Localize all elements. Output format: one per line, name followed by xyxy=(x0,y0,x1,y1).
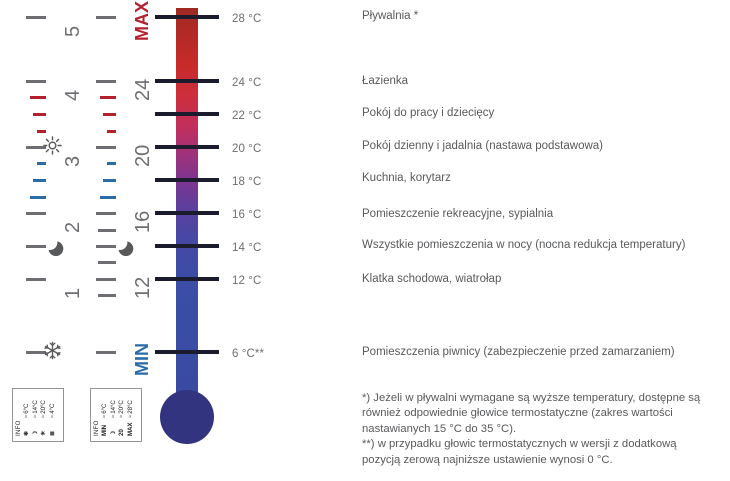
temperature-label: 22 °C xyxy=(232,110,262,122)
thermometer-tick xyxy=(155,79,219,83)
scale-minor-tick xyxy=(100,96,116,99)
temperature-label: 18 °C xyxy=(232,176,262,188)
footnotes xyxy=(362,391,714,468)
scale-major-tick xyxy=(96,278,116,281)
legend-approx: ≈ xyxy=(118,414,125,418)
scale-minor-tick xyxy=(107,130,116,133)
scale-label-number: 24 xyxy=(132,78,154,101)
thermometer-tick xyxy=(155,178,219,182)
room-label: Klatka schodowa, wiatrołap xyxy=(362,273,502,285)
scale-label-max: MAX xyxy=(132,1,152,41)
legend-title: INFO xyxy=(15,420,22,436)
thermometer-tick xyxy=(155,112,219,116)
room-label: Pomieszczenia piwnicy (zabezpieczenie przed zamarzaniem) xyxy=(362,346,675,358)
legend-approx: ≈ xyxy=(126,414,134,418)
legend-row xyxy=(48,400,56,436)
thermometer-tick xyxy=(155,145,219,149)
scale-label-number: 20 xyxy=(132,144,154,167)
moon-icon xyxy=(44,236,68,256)
scale-label-number: 2 xyxy=(62,221,84,233)
scale-label-number: 3 xyxy=(62,155,84,167)
legend-value: 14°C xyxy=(31,400,39,414)
legend-key: 20 xyxy=(118,429,125,436)
scale-minor-tick xyxy=(98,229,116,232)
thermometer-tick xyxy=(155,244,219,248)
legend-key: MIN xyxy=(101,424,108,436)
scale-major-tick xyxy=(26,80,46,83)
scale-label-number: 5 xyxy=(62,25,84,37)
legend-key: MAX xyxy=(126,422,134,436)
sun-icon xyxy=(43,136,62,159)
snowflake-icon: ❄ xyxy=(23,430,30,436)
scale-label-number: 1 xyxy=(62,287,84,299)
moon-icon xyxy=(114,236,138,256)
moon-icon: ☽ xyxy=(109,430,117,436)
scale-minor-tick xyxy=(98,261,116,264)
scale-label-min: MIN xyxy=(132,343,152,376)
thermometer-tick xyxy=(155,15,219,19)
legend-approx: ≈ xyxy=(109,414,117,418)
legend-value: 14°C xyxy=(109,400,117,414)
legend-value: 4°C xyxy=(48,403,56,414)
legend-approx: ≈ xyxy=(48,414,56,418)
room-label: Łazienka xyxy=(362,75,409,87)
scale-major-tick xyxy=(96,80,116,83)
room-label: Kuchnia, korytarz xyxy=(362,172,451,184)
thermometer-tick xyxy=(155,277,219,281)
scale-minor-tick xyxy=(103,179,116,182)
room-label: Pokój dzienny i jadalnia (nastawa podstawowa) xyxy=(362,140,604,152)
scale-major-tick xyxy=(26,16,46,19)
scale-major-tick xyxy=(96,212,116,215)
scale-minor-tick xyxy=(37,162,46,165)
legend-value: 20°C xyxy=(118,400,125,414)
legend-value: 20°C xyxy=(40,400,47,414)
temperature-label: 6 °C** xyxy=(232,348,265,360)
room-label: Pokój do pracy i dziecięcy xyxy=(362,107,495,119)
legend-value: 6°C xyxy=(23,403,30,414)
temperature-label: 24 °C xyxy=(232,77,262,89)
scale-minor-tick xyxy=(33,179,46,182)
legend-row xyxy=(101,400,109,436)
room-label: Wszystkie pomieszczenia w nocy (nocna redukcja temperatury) xyxy=(362,239,686,251)
scale-major-tick xyxy=(96,146,116,149)
scale-minor-tick xyxy=(30,96,46,99)
footnote-single-asterisk: *) Jeżeli w pływalni wymagane są wyższe temperatury, dostępne są również odpowiednie głowice termostatyczne (zakres wartości nastawianych 15 °C do 35 °C). xyxy=(362,392,701,435)
temperature-label: 28 °C xyxy=(232,13,262,25)
legend-approx: ≈ xyxy=(23,414,30,418)
scale-label-number: 12 xyxy=(132,276,154,299)
legend-row xyxy=(23,400,31,436)
info-legend-thermostat xyxy=(90,388,142,442)
legend-value: 28°C xyxy=(126,400,134,414)
scale-minor-tick xyxy=(107,162,116,165)
legend-approx: ≈ xyxy=(31,414,39,418)
scale-minor-tick xyxy=(98,294,116,297)
legend-row xyxy=(118,400,126,436)
temperature-label: 12 °C xyxy=(232,275,262,287)
scale-minor-tick xyxy=(37,130,46,133)
thermometer-tick xyxy=(155,350,219,354)
legend-row xyxy=(126,400,134,436)
room-label: Pomieszczenie rekreacyjne, sypialnia xyxy=(362,208,554,220)
legend-row xyxy=(40,400,48,436)
scale-major-tick xyxy=(26,245,46,248)
legend-value: 6°C xyxy=(101,403,108,414)
thermometer-bulb xyxy=(160,390,214,444)
temperature-label: 16 °C xyxy=(232,209,262,221)
snowflake-icon xyxy=(43,341,62,364)
bars-icon: ≣ xyxy=(48,430,56,436)
room-label: Pływalnia * xyxy=(362,10,419,22)
scale-minor-tick xyxy=(100,196,116,199)
legend-approx: ≈ xyxy=(40,414,47,418)
scale-minor-tick xyxy=(30,196,46,199)
legend-title: INFO xyxy=(93,420,100,436)
scale-major-tick xyxy=(96,245,116,248)
scale-label-number: 16 xyxy=(132,210,154,233)
footnote-double-asterisk: **) w przypadku głowic termostatycznych w wersji z dodatkową pozycją zerową najniższe ustawienie wynosi 0 °C. xyxy=(362,438,677,466)
scale-major-tick xyxy=(26,278,46,281)
moon-icon: ☽ xyxy=(31,430,39,436)
temperature-label: 14 °C xyxy=(232,242,262,254)
scale-label-number: 4 xyxy=(62,89,84,101)
thermometer-stem xyxy=(176,8,198,408)
scale-major-tick xyxy=(96,16,116,19)
scale-minor-tick xyxy=(33,113,46,116)
scale-major-tick xyxy=(96,351,116,354)
legend-row xyxy=(109,400,117,436)
sun-icon: ☀ xyxy=(40,430,47,436)
info-legend-dial xyxy=(12,388,64,442)
thermometer-tick xyxy=(155,211,219,215)
scale-major-tick xyxy=(26,212,46,215)
temperature-label: 20 °C xyxy=(232,143,262,155)
scale-minor-tick xyxy=(103,113,116,116)
legend-row xyxy=(31,400,39,436)
legend-approx: ≈ xyxy=(101,414,108,418)
